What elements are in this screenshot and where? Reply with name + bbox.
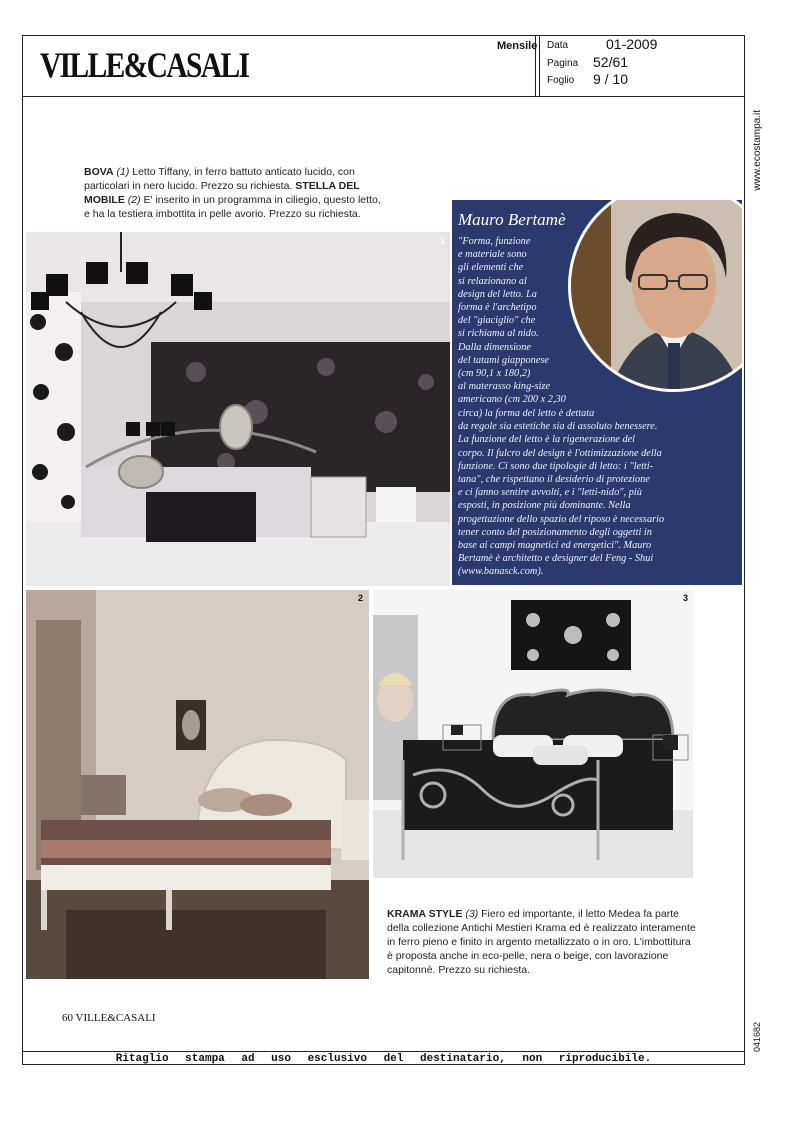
interview-title: Mauro Bertamè	[458, 210, 566, 229]
header-divider	[22, 96, 745, 97]
interview-box	[452, 200, 742, 585]
interview-line: base ai campi magnetici ed energetici". Mauro	[458, 540, 652, 552]
magazine-logo: VILLE&CASALI	[40, 45, 249, 85]
caption-bottom	[387, 907, 699, 977]
date-label: Data	[547, 40, 569, 51]
interview-line: e ci fanno sentire avvolti, e i "letti-nido", più	[458, 487, 642, 499]
interview-line: si richiama al nido.	[458, 328, 539, 340]
interview-line: (www.banasck.com).	[458, 566, 544, 578]
interview-line: esposti, in posizione più dominante. Nella	[458, 500, 631, 512]
interview-line: e materiale sono	[458, 249, 527, 261]
side-url: www.ecostampa.it	[752, 110, 763, 191]
interview-line: tener conto del posizionamento degli oggetti in	[458, 526, 652, 538]
caption-text-2: E' inserito in un programma in ciliegio, questo letto, e ha la testiera imbottita in pelle avorio. Prezzo su richiesta.	[84, 194, 381, 220]
interview-line: del "giaciglio" che	[458, 315, 536, 327]
interview-line: Bertamè è architetto e designer del Feng - Shui	[458, 553, 654, 565]
caption-top	[84, 165, 384, 221]
interview-line: corpo. Il fulcro del design è l'ottimizzazione della	[458, 447, 662, 459]
photo-number-3: 3	[683, 593, 689, 603]
periodicity: Mensile	[497, 40, 538, 52]
interview-line: design del letto. La	[458, 288, 537, 300]
brand-stella-del-mobile: STELLA DEL MOBILE	[84, 180, 360, 206]
caption-text-1: Letto Tiffany, in ferro battuto anticato lucido, con particolari in nero lucido. Prezzo su richiesta.	[84, 166, 355, 192]
date-value: 01-2009	[606, 36, 658, 52]
bedroom-3-illustration	[373, 590, 693, 878]
interview-line: da regole sia estetiche sia di assoluto benessere.	[458, 421, 658, 433]
interview-line: del tatami giapponese	[458, 354, 549, 366]
interview-line: americano (cm 200 x 2,30	[458, 394, 566, 406]
interview-text-narrow	[458, 235, 568, 407]
interview-line: forma è l'archetipo	[458, 302, 537, 314]
interview-line: Dalla dimensione	[458, 341, 531, 353]
header-split-2	[539, 35, 540, 96]
caption-text-3: Fiero ed importante, il letto Medea fa parte della collezione Antichi Mestieri Krama ed è realizzato interamente in ferro pieno e finito in argento metallizzato o in oro. L'imbottitura è proposta anche in eco-pelle, nera o beige, con lavorazione capitonnè. Prezzo su richiesta.	[387, 908, 696, 976]
portrait-illustration	[571, 200, 742, 389]
interview-line: si relazionano al	[458, 275, 527, 287]
interview-line: funzione. Ci sono due tipologie di letto: i "letti-	[458, 460, 654, 472]
photo-number-2: 2	[358, 593, 364, 603]
photo-number-1: 1	[440, 236, 446, 246]
portrait-photo	[568, 200, 742, 392]
photo-bedroom-3	[373, 590, 693, 878]
ref-3: (3)	[465, 908, 479, 920]
interview-line: progettazione dello spazio del riposo è necessario	[458, 513, 665, 525]
ref-2: (2)	[127, 194, 141, 206]
interview-line: gli elementi che	[458, 262, 524, 274]
bedroom-1-illustration	[26, 232, 450, 586]
brand-krama-style: KRAMA STYLE	[387, 908, 463, 920]
interview-line: La funzione del letto è la rigenerazione del	[458, 434, 636, 446]
page-value: 52/61	[593, 54, 629, 70]
page-label: Pagina	[547, 58, 579, 69]
side-code: 041682	[752, 1022, 762, 1053]
interview-line: tana", che rispettano il desiderio di protezione	[458, 474, 650, 486]
bedroom-2-illustration	[26, 590, 369, 979]
interview-text-wide	[458, 407, 738, 579]
photo-bedroom-2	[26, 590, 369, 979]
interview-line: al materasso king-size	[458, 381, 551, 393]
photo-bedroom-1	[26, 232, 450, 586]
sheet-value: 9 / 10	[593, 71, 629, 87]
sheet-label: Foglio	[547, 75, 575, 86]
interview-line: "Forma, funzione	[458, 236, 531, 247]
brand-bova: BOVA	[84, 166, 114, 178]
page-number-footer: 60 VILLE&CASALI	[62, 1012, 156, 1024]
footer-divider	[22, 1051, 745, 1052]
ref-1: (1)	[116, 166, 130, 178]
interview-line: circa) la forma del letto è dettata	[458, 408, 595, 419]
interview-line: (cm 90,1 x 180,2)	[458, 368, 531, 380]
footer-notice: Ritaglio stampa ad uso esclusivo del destinatario, non riproducibile.	[115, 1053, 652, 1065]
